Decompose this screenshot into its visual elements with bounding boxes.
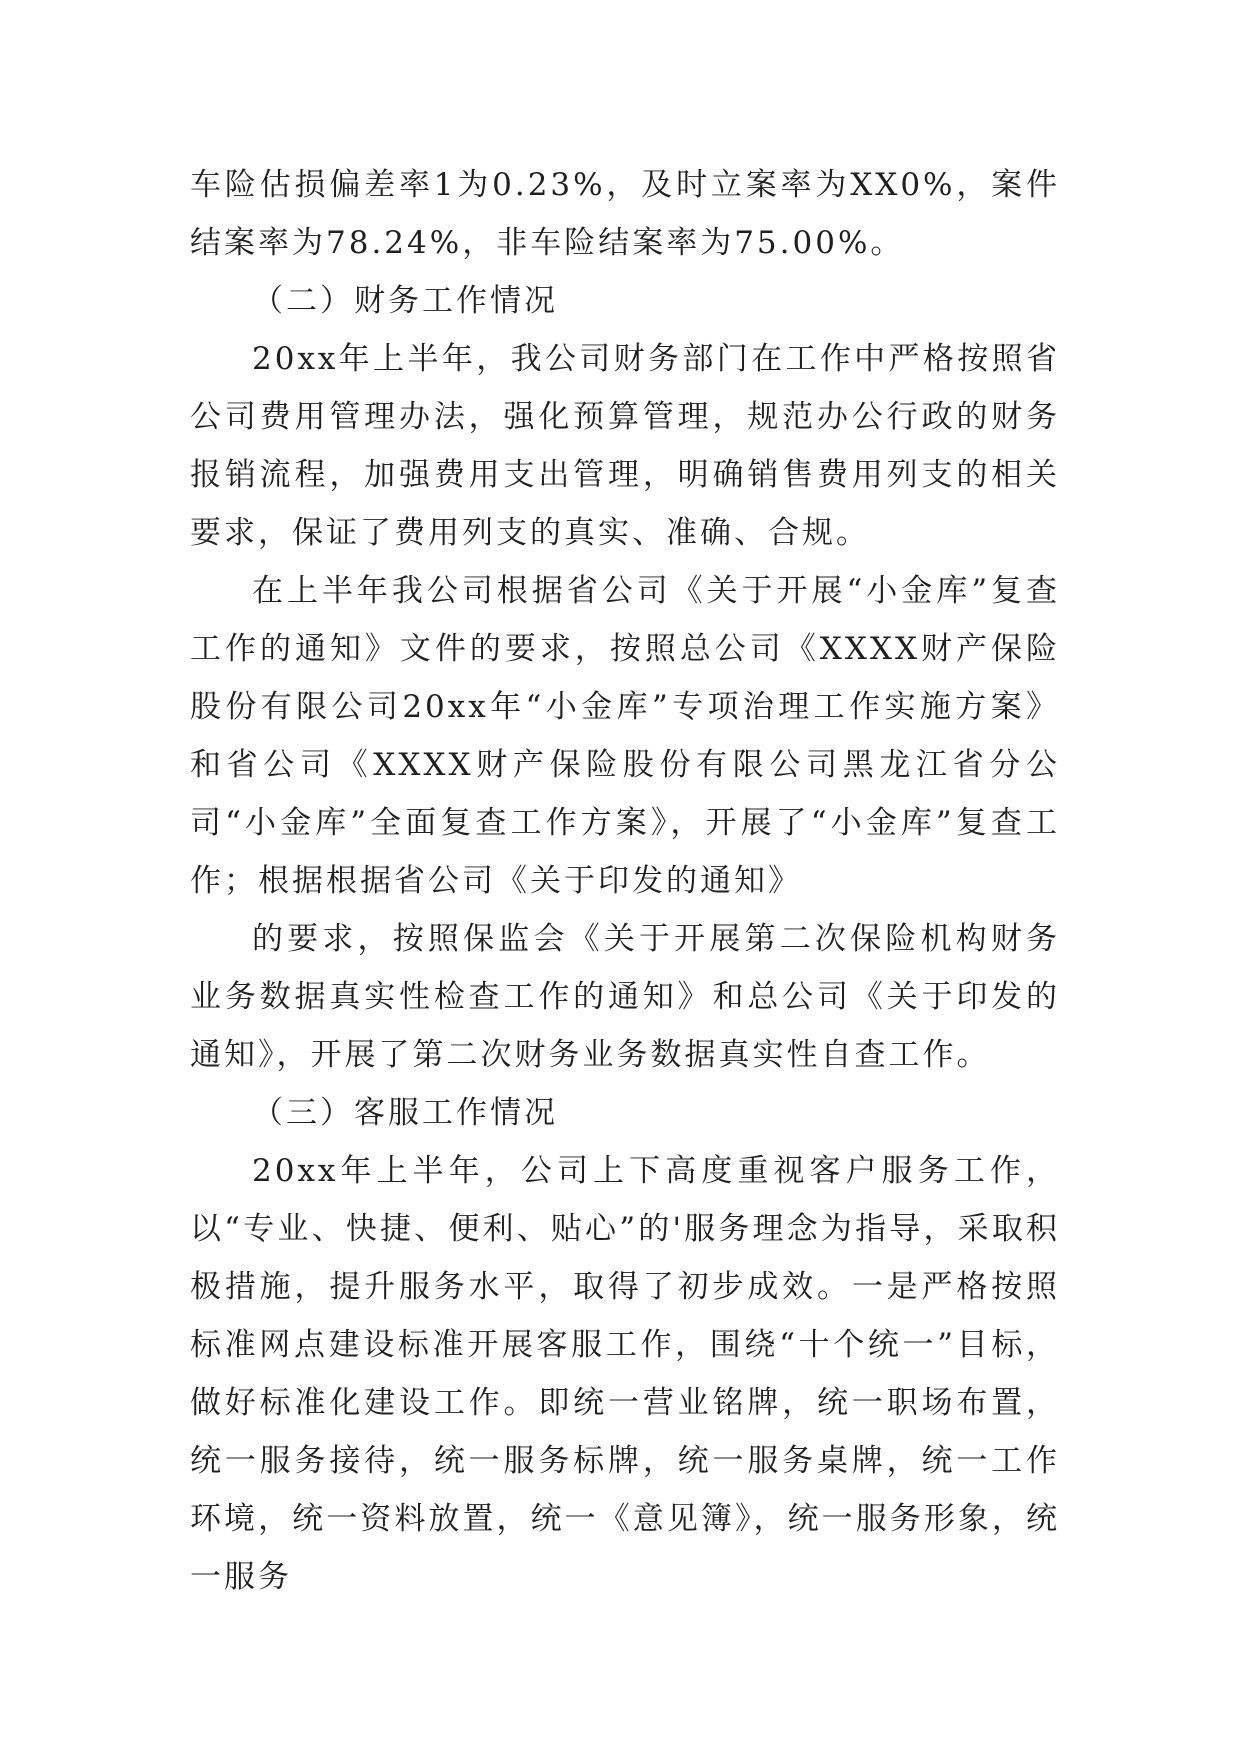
paragraph-customer-service: 20xx年上半年，公司上下高度重视客户服务工作，以“专业、快捷、便利、贴心”的'服务理念为指导，采取积极措施，提升服务水平，取得了初步成效。一是严格按照标准网点建设标准开展客服工作，围绕“十个统一”目标，做好标准化建设工作。即统一营业铭牌，统一职场布置，统一服务接待，统一服务标牌，统一服务桌牌，统一工作环境，统一资料放置，统一《意见簿》，统一服务形象，统一服务 [190, 1153, 1060, 1595]
section-heading-customer-service: （三）客服工作情况 [252, 1095, 558, 1131]
section-heading-finance: （二）财务工作情况 [252, 283, 558, 319]
document-body [190, 156, 1060, 1606]
paragraph-claims-rates: 车险估损偏差率1为0.23%，及时立案率为XX0%，案件结案率为78.24%，非车险结案率为75.00%。 [190, 167, 1060, 261]
paragraph-finance-selfcheck: 的要求，按照保监会《关于开展第二次保险机构财务业务数据真实性检查工作的通知》和总公司《关于印发的通知》，开展了第二次财务业务数据真实性自查工作。 [190, 921, 1060, 1073]
paragraph-finance-review: 在上半年我公司根据省公司《关于开展“小金库”复查工作的通知》文件的要求，按照总公司《XXXX财产保险股份有限公司20xx年“小金库”专项治理工作实施方案》和省公司《XXXX财产保险股份有限公司黑龙江省分公司“小金库”全面复查工作方案》，开展了“小金库”复查工作；根据根据省公司《关于印发的通知》 [190, 573, 1060, 899]
paragraph-finance-overview: 20xx年上半年，我公司财务部门在工作中严格按照省公司费用管理办法，强化预算管理，规范办公行政的财务报销流程，加强费用支出管理，明确销售费用列支的相关要求，保证了费用列支的真实、准确、合规。 [190, 341, 1060, 551]
